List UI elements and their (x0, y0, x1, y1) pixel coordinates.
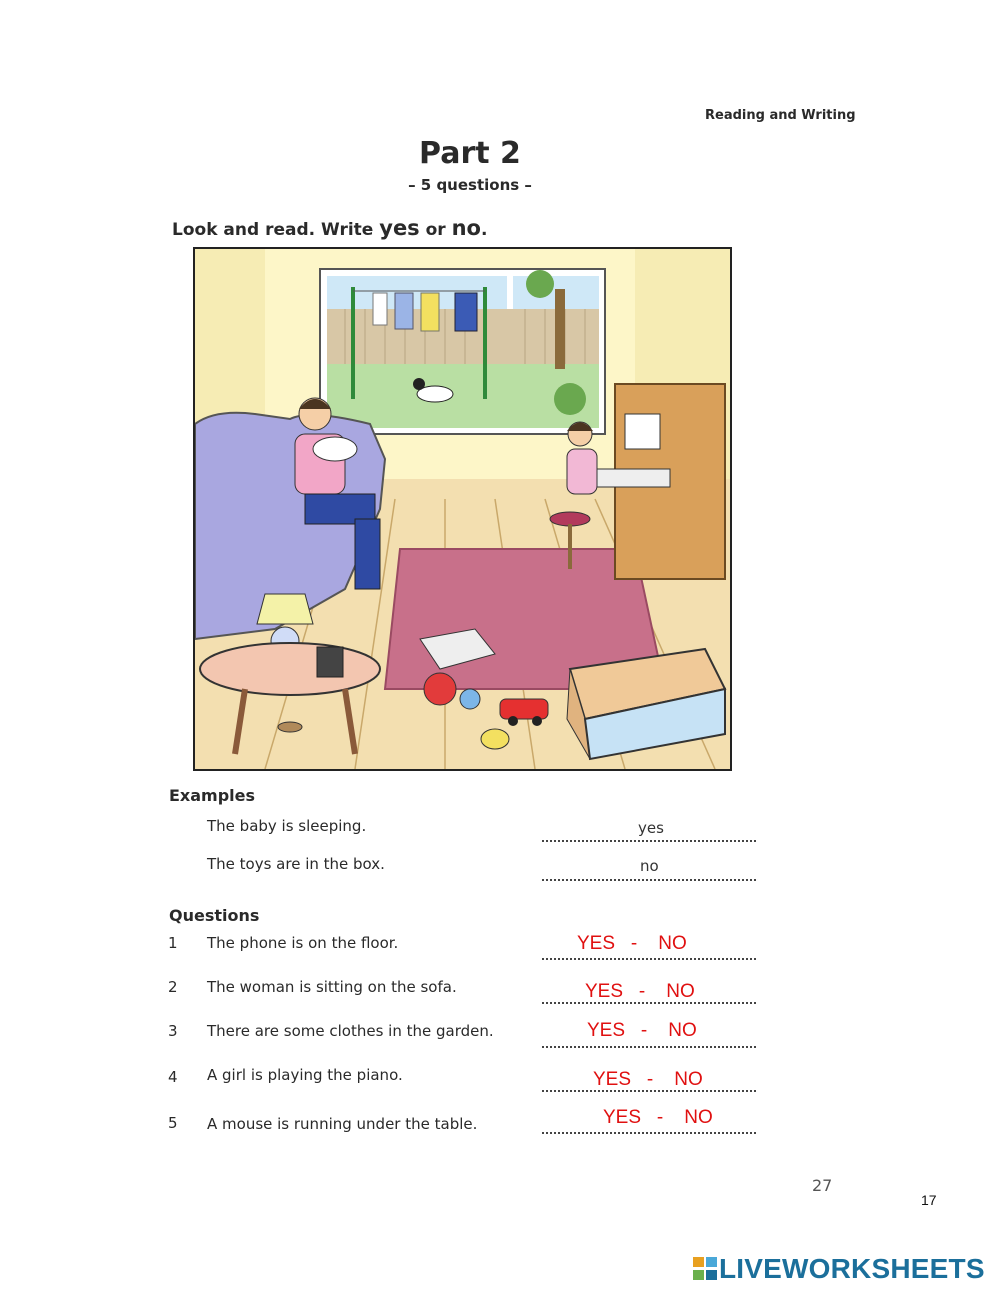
example-2-answer: no (640, 857, 659, 875)
question-5-choice[interactable]: YES - NO (603, 1107, 713, 1128)
example-2-text: The toys are in the box. (207, 855, 385, 873)
scene-drawing (195, 249, 730, 769)
living-room-illustration (193, 247, 732, 771)
part-subtitle: – 5 questions – (408, 176, 532, 194)
example-1-line (542, 840, 756, 842)
liveworksheets-icon (693, 1257, 719, 1281)
question-5-text: A mouse is running under the table. (207, 1115, 478, 1133)
question-3-choice[interactable]: YES - NO (587, 1020, 697, 1041)
questions-heading: Questions (169, 906, 260, 925)
question-4-number: 4 (168, 1068, 178, 1086)
part-title: Part 2 (419, 136, 521, 171)
question-4-text: A girl is playing the piano. (207, 1066, 403, 1084)
instruction-suffix: . (480, 220, 488, 240)
instruction-yes: yes (379, 216, 420, 240)
brand-text: LIVEWORKSHEETS (719, 1253, 985, 1284)
instruction (172, 216, 487, 240)
question-2-number: 2 (168, 978, 178, 996)
question-1-text: The phone is on the floor. (207, 934, 399, 952)
instruction-prefix: Look and read. Write (172, 220, 380, 240)
question-1-line (542, 958, 756, 960)
example-1-text: The baby is sleeping. (207, 817, 367, 835)
question-5-number: 5 (168, 1114, 178, 1132)
question-1-number: 1 (168, 934, 178, 952)
instruction-middle: or (419, 220, 452, 240)
question-3-text: There are some clothes in the garden. (207, 1022, 494, 1040)
book-page-number: 27 (812, 1176, 833, 1195)
section-label: Reading and Writing (705, 108, 856, 123)
example-2-line (542, 879, 756, 881)
instruction-no: no (451, 216, 481, 240)
question-3-line (542, 1046, 756, 1048)
example-1-answer: yes (638, 819, 664, 837)
question-2-text: The woman is sitting on the sofa. (207, 978, 457, 996)
sheet-page-number: 17 (921, 1192, 937, 1208)
question-4-choice[interactable]: YES - NO (593, 1069, 703, 1090)
question-3-number: 3 (168, 1022, 178, 1040)
examples-heading: Examples (169, 786, 256, 805)
liveworksheets-logo (693, 1252, 985, 1286)
question-5-line (542, 1132, 756, 1134)
question-1-choice[interactable]: YES - NO (577, 933, 687, 954)
question-2-choice[interactable]: YES - NO (585, 981, 695, 1002)
